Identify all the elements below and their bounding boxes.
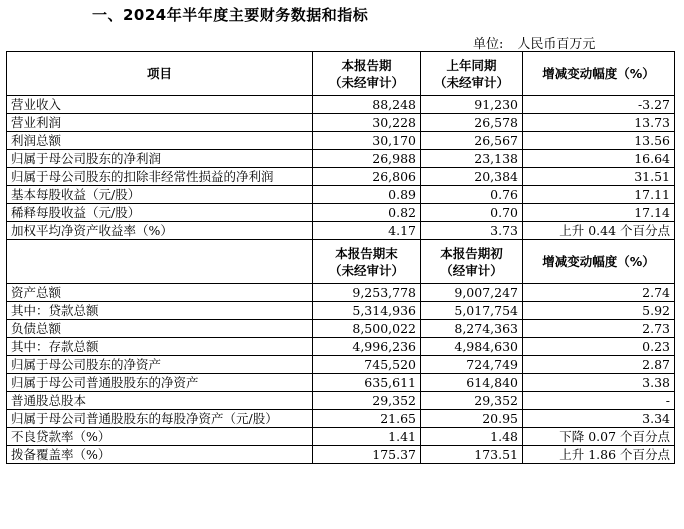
row-change: 3.38 <box>523 374 675 392</box>
row-prior: 724,749 <box>421 356 523 374</box>
table-row <box>7 446 675 464</box>
table-header-row <box>7 52 675 96</box>
row-current: 635,611 <box>313 374 421 392</box>
row-current: 745,520 <box>313 356 421 374</box>
row-prior: 29,352 <box>421 392 523 410</box>
table-row <box>7 284 675 302</box>
row-change: 0.23 <box>523 338 675 356</box>
row-change: - <box>523 392 675 410</box>
row-current: 4.17 <box>313 222 421 240</box>
row-prior: 20.95 <box>421 410 523 428</box>
row-change: 17.11 <box>523 186 675 204</box>
table-row <box>7 410 675 428</box>
unit-value: 人民币百万元 <box>517 37 596 52</box>
row-change: 13.73 <box>523 114 675 132</box>
row-prior: 91,230 <box>421 96 523 114</box>
row-current: 1.41 <box>313 428 421 446</box>
row-item: 加权平均净资产收益率（%） <box>7 222 313 240</box>
row-current: 21.65 <box>313 410 421 428</box>
row-current: 29,352 <box>313 392 421 410</box>
table-row <box>7 96 675 114</box>
financial-table <box>6 51 675 464</box>
row-change: 3.34 <box>523 410 675 428</box>
row-item: 拨备覆盖率（%） <box>7 446 313 464</box>
row-item: 负债总额 <box>7 320 313 338</box>
table-row <box>7 428 675 446</box>
row-change: 2.73 <box>523 320 675 338</box>
row-current: 4,996,236 <box>313 338 421 356</box>
table-row <box>7 374 675 392</box>
subheader-blank <box>7 240 313 284</box>
row-item: 其中：贷款总额 <box>7 302 313 320</box>
row-current: 30,170 <box>313 132 421 150</box>
row-item: 归属于母公司股东的净利润 <box>7 150 313 168</box>
row-prior: 23,138 <box>421 150 523 168</box>
table-row <box>7 132 675 150</box>
row-item: 普通股总股本 <box>7 392 313 410</box>
row-change: 上升 1.86 个百分点 <box>523 446 675 464</box>
row-current: 30,228 <box>313 114 421 132</box>
row-prior: 173.51 <box>421 446 523 464</box>
table-row <box>7 320 675 338</box>
row-current: 175.37 <box>313 446 421 464</box>
row-item: 稀释每股收益（元/股） <box>7 204 313 222</box>
row-prior: 26,567 <box>421 132 523 150</box>
row-item: 资产总额 <box>7 284 313 302</box>
row-current: 0.82 <box>313 204 421 222</box>
table-subheader-row <box>7 240 675 284</box>
row-item: 基本每股收益（元/股） <box>7 186 313 204</box>
row-change: 2.87 <box>523 356 675 374</box>
row-item: 其中：存款总额 <box>7 338 313 356</box>
row-change: 2.74 <box>523 284 675 302</box>
table-row <box>7 392 675 410</box>
row-current: 8,500,022 <box>313 320 421 338</box>
row-change: 5.92 <box>523 302 675 320</box>
table-row <box>7 204 675 222</box>
row-prior: 26,578 <box>421 114 523 132</box>
section-heading: 一、2024年半年度主要财务数据和指标 <box>92 6 369 24</box>
row-prior: 5,017,754 <box>421 302 523 320</box>
table-row <box>7 168 675 186</box>
row-change: 16.64 <box>523 150 675 168</box>
table-row <box>7 150 675 168</box>
table-row <box>7 114 675 132</box>
header-change: 增减变动幅度（%） <box>523 52 675 96</box>
row-item: 营业利润 <box>7 114 313 132</box>
row-item: 营业收入 <box>7 96 313 114</box>
unit-label: 单位: <box>473 37 504 52</box>
row-prior: 8,274,363 <box>421 320 523 338</box>
row-current: 88,248 <box>313 96 421 114</box>
table-row <box>7 302 675 320</box>
row-item: 归属于母公司股东的净资产 <box>7 356 313 374</box>
subheader-change: 增减变动幅度（%） <box>523 240 675 284</box>
header-prior-period: 上年同期 （未经审计） <box>421 52 523 96</box>
row-prior: 1.48 <box>421 428 523 446</box>
row-prior: 4,984,630 <box>421 338 523 356</box>
header-current-period: 本报告期 （未经审计） <box>313 52 421 96</box>
row-prior: 0.76 <box>421 186 523 204</box>
row-change: 31.51 <box>523 168 675 186</box>
table-row <box>7 338 675 356</box>
row-item: 归属于母公司普通股股东的每股净资产（元/股） <box>7 410 313 428</box>
row-item: 归属于母公司股东的扣除非经常性损益的净利润 <box>7 168 313 186</box>
row-change: 下降 0.07 个百分点 <box>523 428 675 446</box>
row-item: 归属于母公司普通股股东的净资产 <box>7 374 313 392</box>
row-current: 26,988 <box>313 150 421 168</box>
row-change: 17.14 <box>523 204 675 222</box>
row-current: 0.89 <box>313 186 421 204</box>
table-row <box>7 186 675 204</box>
row-change: 上升 0.44 个百分点 <box>523 222 675 240</box>
row-prior: 614,840 <box>421 374 523 392</box>
row-current: 5,314,936 <box>313 302 421 320</box>
row-item: 利润总额 <box>7 132 313 150</box>
subheader-period-end: 本报告期末 （未经审计） <box>313 240 421 284</box>
row-item: 不良贷款率（%） <box>7 428 313 446</box>
row-current: 26,806 <box>313 168 421 186</box>
row-prior: 9,007,247 <box>421 284 523 302</box>
row-change: -3.27 <box>523 96 675 114</box>
table-row <box>7 356 675 374</box>
row-prior: 3.73 <box>421 222 523 240</box>
unit-note <box>473 33 595 52</box>
header-item: 项目 <box>7 52 313 96</box>
row-current: 9,253,778 <box>313 284 421 302</box>
row-prior: 20,384 <box>421 168 523 186</box>
row-prior: 0.70 <box>421 204 523 222</box>
subheader-period-start: 本报告期初 （经审计） <box>421 240 523 284</box>
table-row <box>7 222 675 240</box>
row-change: 13.56 <box>523 132 675 150</box>
